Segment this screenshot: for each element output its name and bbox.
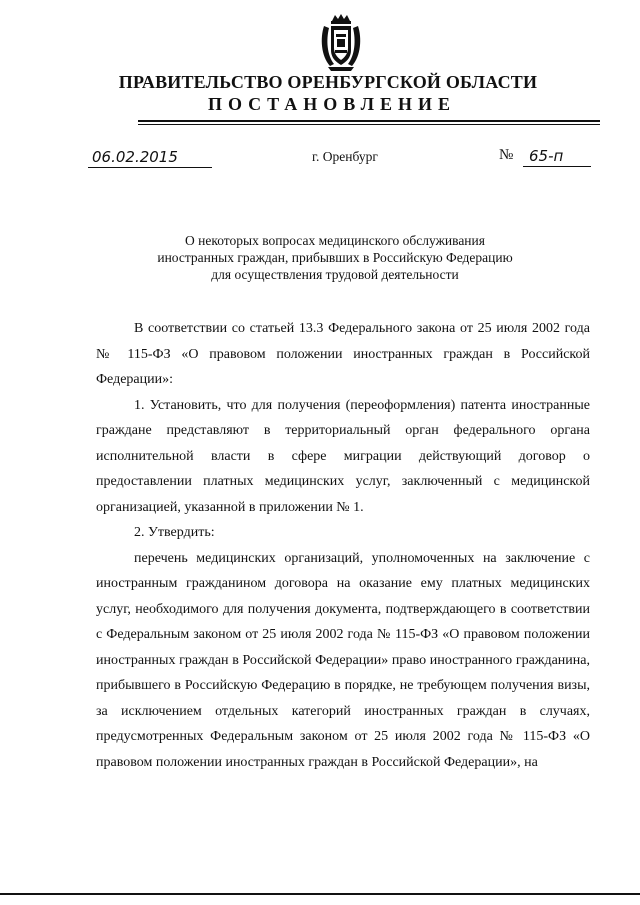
header-rule-thin: [138, 124, 600, 125]
government-title: ПРАВИТЕЛЬСТВО ОРЕНБУРГСКОЙ ОБЛАСТИ: [118, 72, 538, 92]
item-2-heading: 2. Утвердить:: [134, 525, 215, 540]
coat-of-arms-icon: [318, 12, 364, 72]
decree-number: 65-п: [523, 146, 591, 167]
subject-line: О некоторых вопросах медицинского обслуживания: [185, 233, 485, 248]
decree-city: г. Оренбург: [312, 149, 378, 164]
page-bottom-edge: [0, 893, 640, 895]
decree-subject: [110, 232, 560, 283]
subject-line: иностранных граждан, прибывших в Российскую Федерацию: [157, 250, 513, 265]
subject-line: для осуществления трудовой деятельности: [211, 267, 459, 282]
header-rule: [138, 120, 600, 122]
decree-title: ПОСТАНОВЛЕНИЕ: [207, 94, 457, 114]
decree-date: 06.02.2015: [88, 147, 212, 168]
item-2-paragraph: перечень медицинских организаций, уполномоченных на заключение с иностранным гражданином договора на оказание ему платных медицинских услуг, необходимого для получения документа, подтверждающего в соответствии с Федеральным законом от 25 июля 2002 года № 115-ФЗ «О правовом положении иностранных граждан в Российской Федерации» право иностранного гражданина, прибывшего в Российскую Федерацию в порядке, не требующем получения визы, за исключением отдельных категорий иностранных граждан в случаях, предусмотренных Федеральным законом от 25 июля 2002 года № 115-ФЗ «О правовом положении иностранных граждан в Российской Федерации», на: [96, 550, 590, 770]
item-1-paragraph: 1. Установить, что для получения (переоформления) патента иностранные граждане представляют в территориальный орган федерального органа исполнительной власти в сфере миграции действующий договор о предоставлении платных медицинских услуг, заключенный с медицинской организацией, указанной в приложении № 1.: [96, 397, 590, 515]
decree-body: [96, 316, 590, 775]
preamble-paragraph: В соответствии со статьей 13.3 Федерального закона от 25 июля 2002 года № 115-ФЗ «О правовом положении иностранных граждан в Российской Федерации»:: [96, 321, 590, 387]
number-label: №: [499, 147, 514, 163]
